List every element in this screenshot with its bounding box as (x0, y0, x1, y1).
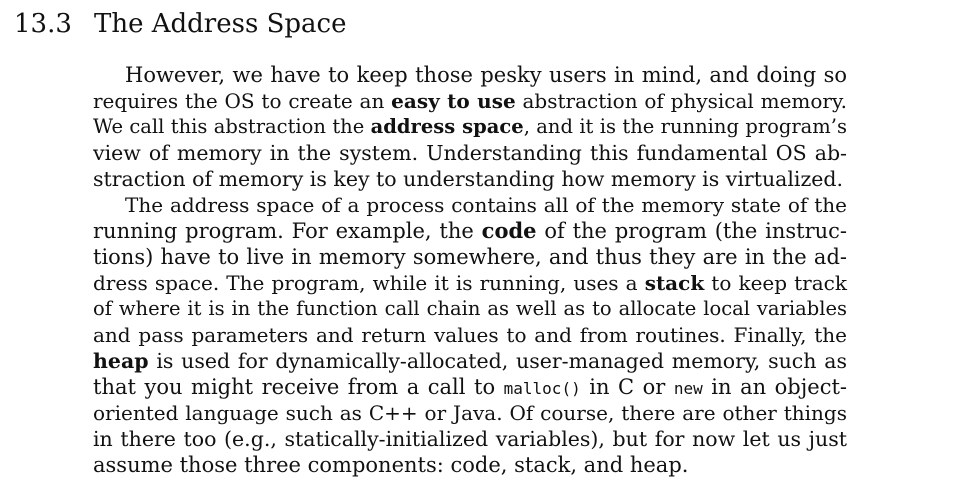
bold-term: code (481, 218, 537, 243)
text-run: and pass parameters and return values to and from routines. Finally, the (93, 323, 847, 347)
text-run: abstraction of physical memory. (515, 89, 847, 113)
text-line (93, 426, 847, 452)
text-line (93, 88, 847, 114)
text-run: assume those three components: code, stack, and heap. (93, 453, 689, 477)
text-line (93, 140, 847, 166)
bold-term: easy to use (391, 89, 516, 113)
text-run: The address space of a process contains all of the memory state of the (125, 193, 847, 217)
code-term: new (673, 379, 703, 398)
text-run: straction of memory is key to understanding how memory is virtualized. (93, 167, 844, 191)
paragraph (93, 192, 847, 478)
text-line (93, 322, 847, 348)
text-run: of where it is in the function call chain as well as to allocate local variables (93, 297, 847, 320)
code-term: malloc() (503, 379, 581, 398)
text-run: , and it is the running program’s (523, 115, 848, 138)
text-run: that you might receive from a call to (93, 375, 504, 399)
text-run: However, we have to keep those pesky users in mind, and doing so (125, 63, 847, 87)
section-heading (14, 6, 346, 42)
text-line (93, 400, 847, 426)
text-line (93, 62, 847, 88)
text-run: in an object- (702, 375, 847, 399)
text-line (93, 192, 847, 218)
text-line (93, 296, 847, 322)
text-line (93, 166, 847, 192)
text-run: running program. For example, the (93, 219, 482, 243)
text-run: tions) have to live in memory somewhere, and thus they are in the ad- (93, 245, 847, 269)
text-line (93, 348, 847, 374)
text-run: in there too (e.g., statically-initialized variables), but for now let us just (93, 427, 847, 451)
text-run: requires the OS to create an (93, 89, 392, 113)
bold-term: stack (644, 271, 705, 295)
text-line (93, 244, 847, 270)
text-line (93, 452, 847, 478)
text-run: to keep track (704, 271, 847, 295)
paragraph (93, 62, 847, 192)
section-title: The Address Space (94, 9, 347, 39)
text-line (93, 270, 847, 296)
text-line (93, 374, 847, 400)
body-text (93, 62, 847, 478)
text-run: in C or (580, 375, 674, 399)
text-run: dress space. The program, while it is running, uses a (93, 271, 645, 295)
text-run: We call this abstraction the (93, 115, 371, 138)
text-run: of the program (the instruc- (536, 219, 847, 243)
text-run: oriented language such as C++ or Java. Of course, there are other things (93, 401, 847, 425)
text-run: is used for dynamically-allocated, user-managed memory, such as (148, 349, 847, 373)
text-line (93, 114, 847, 140)
bold-term: heap (93, 349, 149, 373)
text-run: view of memory in the system. Understanding this fundamental OS ab- (93, 141, 847, 165)
text-line (93, 218, 847, 244)
section-number: 13.3 (14, 9, 72, 39)
bold-term: address space (370, 115, 524, 138)
